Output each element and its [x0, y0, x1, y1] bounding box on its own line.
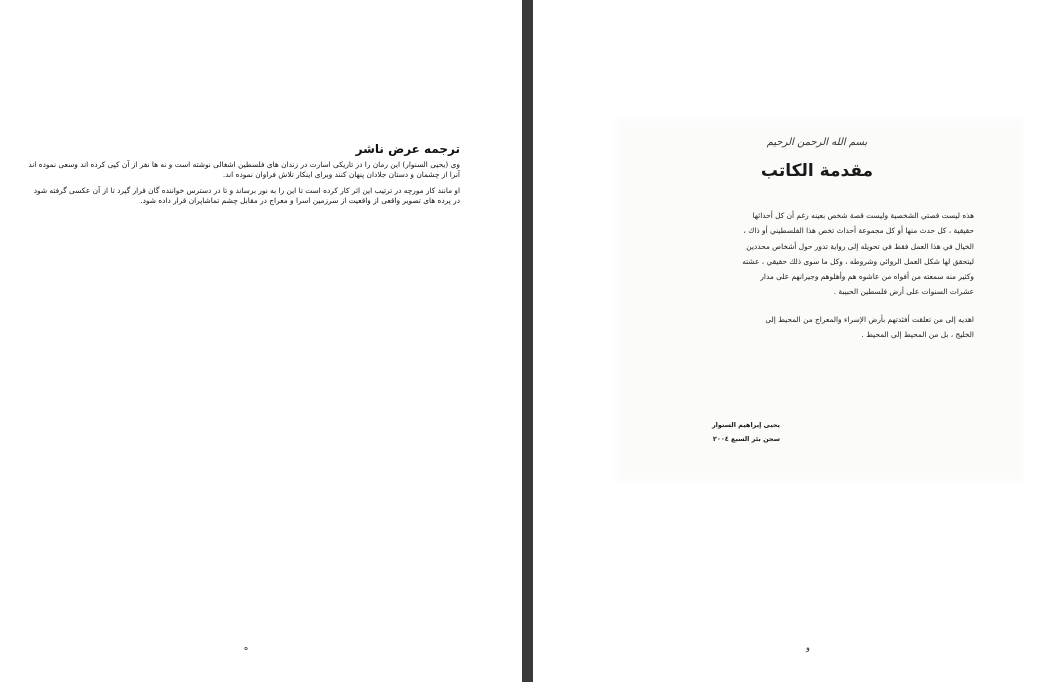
page-left — [0, 0, 522, 682]
author-name: يحيى إبراهيم السنوار — [711, 421, 780, 429]
text-line: الخيال في هذا العمل فقط في تحويله إلى رواية تدور حول أشخاص محددين — [746, 241, 974, 251]
publisher-note — [28, 142, 460, 212]
page-gutter — [522, 0, 533, 682]
publisher-note-paragraph: وی (یحیی السنوار) این رمان را در تاریکی اسارت در زندان های فلسطین اشغالی نوشته است و نه ها نفر از آن کپی کرده اند وسعی نموده اند آنرا از چشمان و دستان جلادان پنهان کنند وبرای اینکار تلاش فراوان نموده اند. — [28, 160, 460, 179]
introduction-paragraph-1 — [660, 208, 974, 300]
text-line: ليتحقق لها شكل العمل الروائي وشروطه ، وكل ما سوى ذلك حقيقي ، عشته — [742, 256, 974, 266]
text-line: وكثير منه سمعته من أفواه من عاشوه هم وأهلوهم وجيرانهم على مدار — [760, 272, 974, 282]
page-right — [533, 0, 1055, 682]
page-number-right: و — [806, 643, 810, 652]
text-line: عشرات السنوات على أرض فلسطين الحبيبة . — [833, 287, 974, 297]
author-introduction — [660, 136, 974, 342]
text-line: اهديه إلى من تعلقت أفئدتهم بأرض الإسراء والمعراج من المحيط إلى — [765, 314, 974, 324]
publisher-note-paragraph: او مانند کار مورچه در ترتیب این اثر کار کرده است تا این را به نور برساند و تا در دسترس خواننده گان قرار گیرد تا از آن عکسی گرفته شود در پرده های تصویر واقعی از واقعیت از سرزمین اسرا و معراج در مقابل چشم تماشاپران قرار داده شود. — [33, 186, 460, 205]
text-line: هذه ليست قصتي الشخصية وليست قصة شخص بعينه رغم أن كل أحداثها — [752, 211, 974, 220]
signature-place-date: سجن بئر السبع ٢٠٠٤ — [712, 435, 780, 443]
introduction-paragraph-2 — [660, 312, 974, 343]
text-line: الخليج ، بل من المحيط إلى المحيط . — [861, 330, 974, 340]
basmala: بسم الله الرحمن الرحيم — [766, 137, 868, 148]
publisher-note-title: ترجمه عرض ناشر — [355, 142, 460, 156]
introduction-title: مقدمة الكاتب — [760, 161, 874, 181]
text-line: حقيقية ، كل حدث منها أو كل مجموعة أحداث تخص هذا الفلسطيني أو ذاك ، — [743, 226, 974, 236]
scanned-page-image — [620, 122, 1018, 478]
author-signature — [640, 418, 780, 446]
page-number-left: ه — [244, 643, 249, 652]
